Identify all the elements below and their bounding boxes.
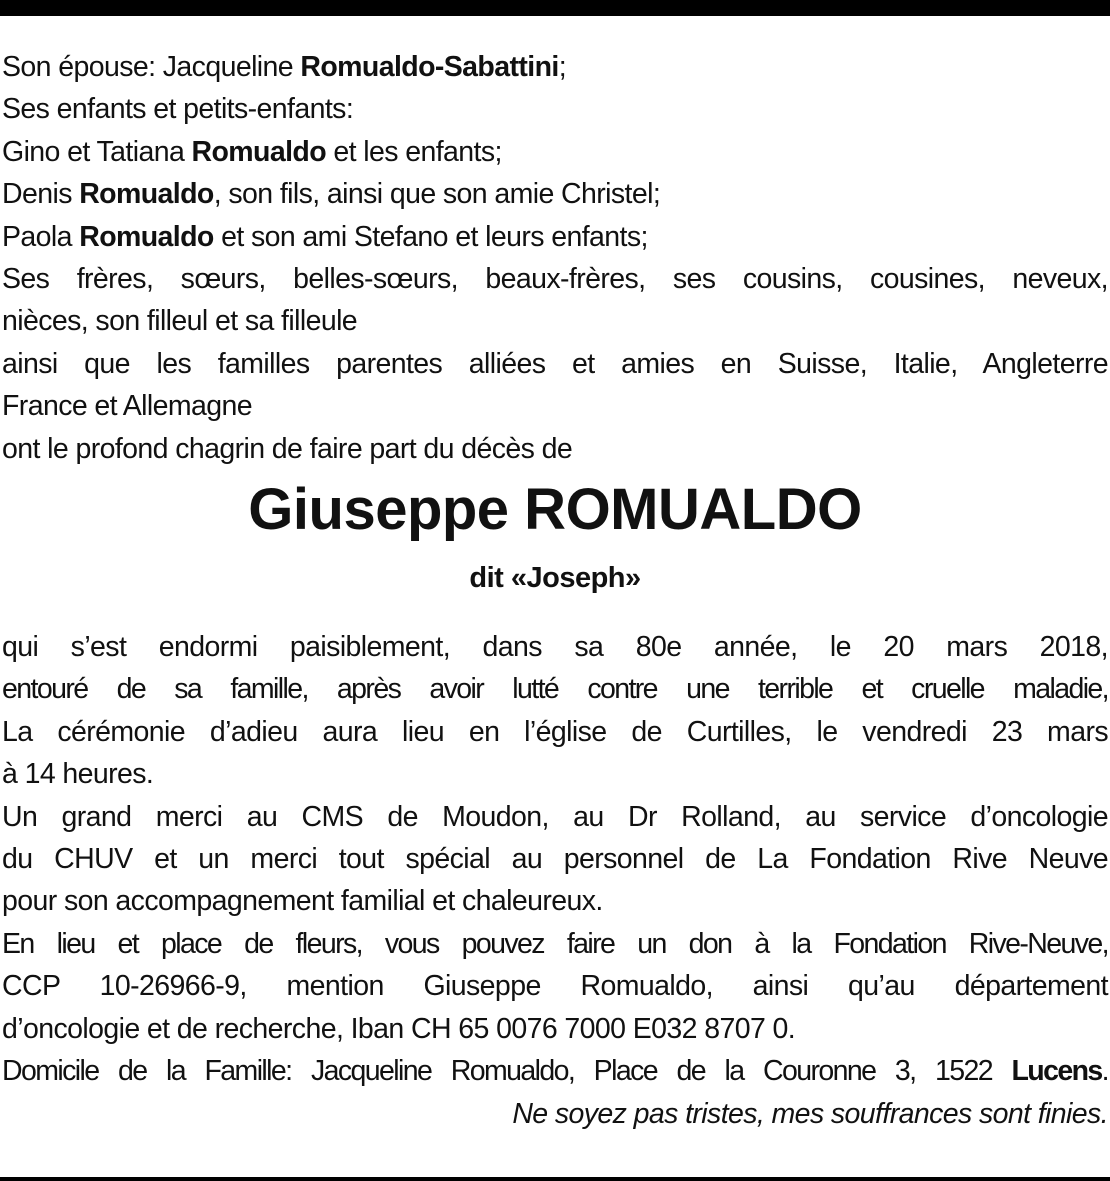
domicile-text: Domicile de la Famille: Jacqueline Romualdo, Place de la Couronne 3, 1522 (2, 1054, 1012, 1087)
child-line-paola (2, 216, 1108, 258)
child-suffix: , son fils, ainsi que son amie Christel; (213, 178, 661, 211)
child-surname: Romualdo (79, 220, 214, 253)
body-line: entouré de sa famille, après avoir lutté contre une terrible et cruelle maladie, (2, 673, 1108, 706)
domicile-town: Lucens (1011, 1054, 1102, 1087)
bottom-rule (0, 1177, 1110, 1181)
top-rule (0, 0, 1110, 16)
families-line-1: ainsi que les familles parentes alliées et amies en Suisse, Italie, Angleterre (2, 347, 1108, 380)
spouse-surname: Romualdo-Sabattini (300, 51, 559, 83)
child-line-gino (2, 131, 1108, 173)
deceased-nickname: dit «Joseph» (469, 562, 641, 594)
child-suffix: et son ami Stefano et leurs enfants; (213, 220, 648, 253)
body-line: du CHUV et un merci tout spécial au personnel de La Fondation Rive Neuve (2, 842, 1108, 875)
child-line-denis (2, 173, 1108, 215)
notice-body (2, 626, 1108, 1092)
child-surname: Romualdo (79, 178, 214, 211)
body-line: CCP 10-26966-9, mention Giuseppe Romualdo, ainsi qu’au département (2, 970, 1108, 1003)
body-line: La cérémonie d’adieu aura lieu en l’église de Curtilles, le vendredi 23 mars (2, 715, 1108, 748)
spouse-suffix: ; (558, 51, 567, 83)
spouse-text: Son épouse: Jacqueline (2, 51, 301, 83)
body-line: d’oncologie et de recherche, Iban CH 65 0076 7000 E032 8707 0. (2, 1012, 796, 1045)
body-line: qui s’est endormi paisiblement, dans sa 80e année, le 20 mars 2018, (2, 631, 1108, 663)
child-suffix: et les enfants; (326, 135, 502, 168)
families-line-2: France et Allemagne (2, 390, 252, 423)
child-surname: Romualdo (191, 135, 327, 168)
children-intro-line: Ses enfants et petits-enfants: (2, 93, 354, 126)
child-text: Paola (2, 220, 80, 253)
body-line: à 14 heures. (2, 758, 154, 791)
relatives-line-2: nièces, son filleul et sa filleule (2, 305, 358, 338)
family-list (2, 46, 1108, 470)
child-text: Denis (2, 178, 80, 211)
spouse-line (2, 46, 1108, 88)
closing-motto: Ne soyez pas tristes, mes souffrances sont finies. (512, 1098, 1108, 1130)
body-line: Un grand merci au CMS de Moudon, au Dr Rolland, au service d’oncologie (2, 800, 1108, 833)
announcement-line: ont le profond chagrin de faire part du décès de (2, 432, 573, 465)
relatives-line-1: Ses frères, sœurs, belles-sœurs, beaux-frères, ses cousins, cousines, neveux, (2, 262, 1108, 295)
domicile-line (2, 1050, 1108, 1092)
domicile-suffix: . (1101, 1054, 1108, 1087)
deceased-name: Giuseppe ROMUALDO (248, 477, 862, 542)
body-line: En lieu et place de fleurs, vous pouvez faire un don à la Fondation Rive-Neuve, (2, 927, 1108, 960)
body-line: pour son accompagnement familial et chaleureux. (2, 885, 603, 918)
child-text: Gino et Tatiana (2, 135, 192, 168)
